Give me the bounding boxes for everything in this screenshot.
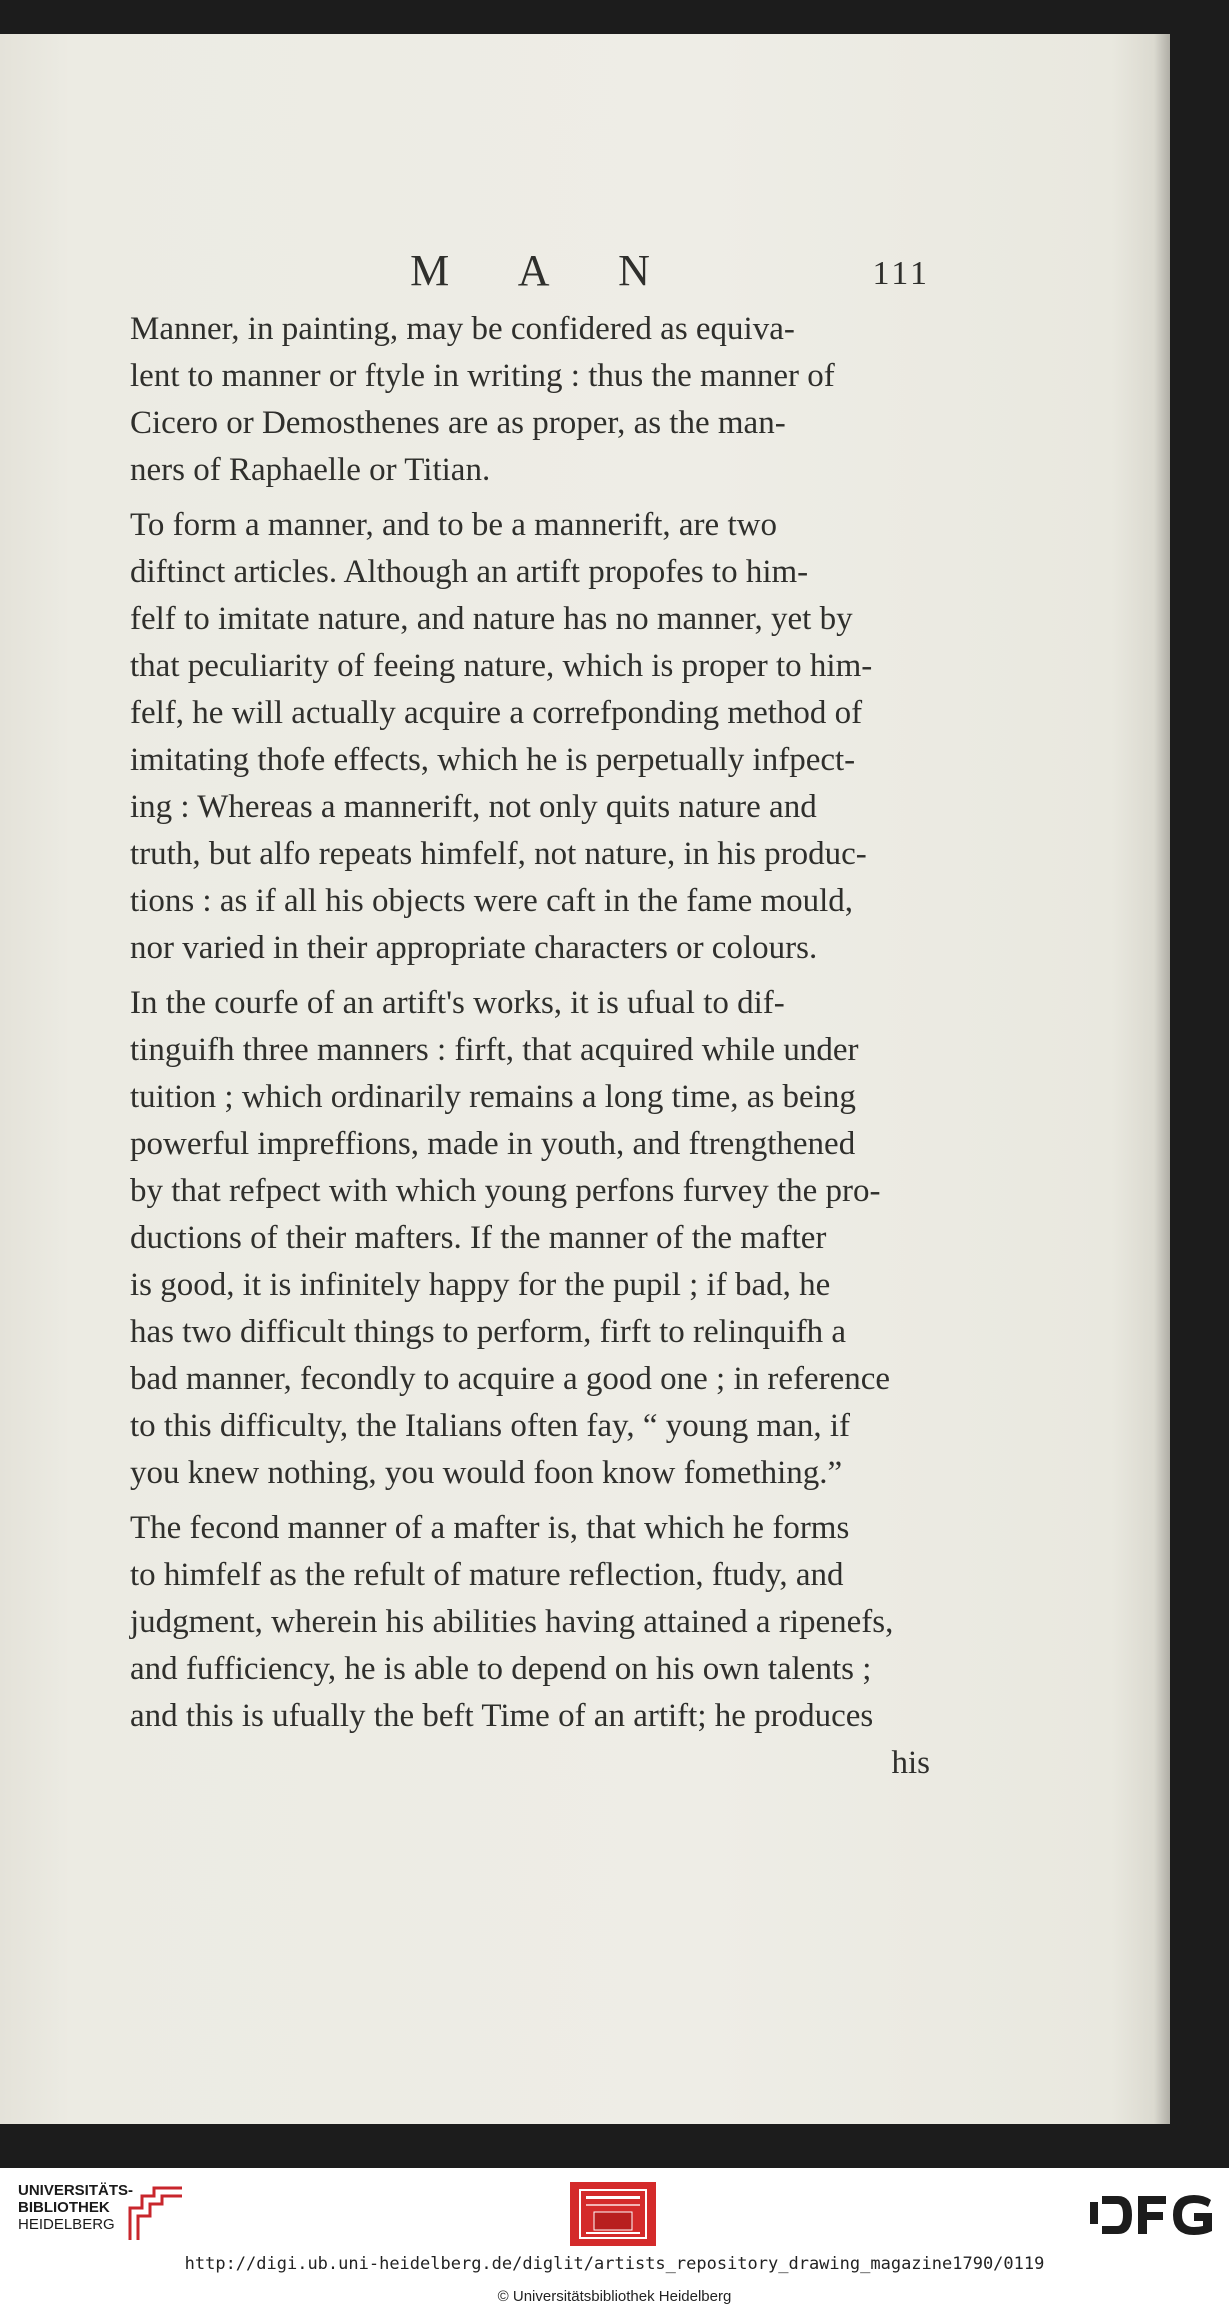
text-line: felf to imitate nature, and nature has no manner, yet by: [130, 601, 853, 637]
text-line: In the courfe of an artift's works, it is ufual to dif-: [130, 985, 785, 1021]
epistemes-mark-icon: [570, 2182, 656, 2246]
library-name: [18, 2182, 133, 2233]
text-line: felf, he will actually acquire a correfponding method of: [130, 695, 863, 731]
text-line: that peculiarity of feeing nature, which is proper to him-: [130, 648, 873, 684]
text-line: Cicero or Demosthenes are as proper, as the man-: [130, 405, 786, 441]
text-line: is good, it is infinitely happy for the pupil ; if bad, he: [130, 1267, 831, 1303]
text-line: and this is ufually the beft Time of an artift; he produces: [130, 1698, 874, 1734]
text-line: you knew nothing, you would foon know fomething.”: [130, 1455, 843, 1491]
text-line: Manner, in painting, may be confidered as equiva-: [130, 311, 795, 347]
paragraph-3: [130, 980, 930, 1497]
library-name-line: UNIVERSITÄTS-: [18, 2182, 134, 2199]
text-line: To form a manner, and to be a mannerift, are two: [130, 507, 777, 543]
page-text: [130, 244, 930, 1795]
text-line: has two difficult things to perform, firft to relinquifh a: [130, 1314, 847, 1350]
text-line: tuition ; which ordinarily remains a long time, as being: [130, 1079, 856, 1115]
book-page: [0, 34, 1170, 2124]
running-head-title: M A N: [410, 246, 680, 295]
text-line: by that refpect with which young perfons furvey the pro-: [130, 1173, 881, 1209]
ub-heidelberg-logo[interactable]: [18, 2182, 188, 2248]
text-line: bad manner, fecondly to acquire a good one ; in reference: [130, 1361, 891, 1397]
text-line: diftinct articles. Although an artift propofes to him-: [130, 554, 809, 590]
copyright-notice: © Universitätsbibliothek Heidelberg: [497, 2288, 732, 2305]
text-line: tinguifh three manners : firft, that acquired while under: [130, 1032, 859, 1068]
text-line: powerful impreffions, made in youth, and ftrengthened: [130, 1126, 856, 1162]
library-name-line: BIBLIOTHEK: [18, 2199, 110, 2216]
text-line: to this difficulty, the Italians often fay, “ young man, if: [130, 1408, 851, 1444]
viewer-footer: [0, 2168, 1229, 2316]
epistemes-logo-icon[interactable]: [570, 2182, 656, 2246]
text-line: nor varied in their appropriate characters or colours.: [130, 930, 818, 966]
text-line: The fecond manner of a mafter is, that which he forms: [130, 1510, 850, 1546]
page-number: 111: [872, 255, 930, 292]
paragraph-4: [130, 1505, 930, 1787]
running-head: [130, 244, 930, 306]
text-line: ners of Raphaelle or Titian.: [130, 452, 491, 488]
page-gutter-shadow: [1154, 34, 1170, 2124]
text-line: and fufficiency, he is able to depend on his own talents ;: [130, 1651, 872, 1687]
paragraph-1: [130, 306, 930, 494]
text-line: judgment, wherein his abilities having attained a ripenefs,: [130, 1604, 894, 1640]
library-name-line: HEIDELBERG: [18, 2216, 115, 2233]
text-line: ductions of their mafters. If the manner of the mafter: [130, 1220, 827, 1256]
permalink-url[interactable]: http://digi.ub.uni-heidelberg.de/diglit/artists_repository_drawing_magazine1790/0119: [184, 2254, 1045, 2274]
text-line: ing : Whereas a mannerift, not only quits nature and: [130, 789, 817, 825]
text-line: truth, but alfo repeats himfelf, not nature, in his produc-: [130, 836, 867, 872]
text-line: imitating thofe effects, which he is perpetually infpect-: [130, 742, 856, 778]
catchword: his: [891, 1745, 930, 1781]
text-line: tions : as if all his objects were caft in the fame mould,: [130, 883, 854, 919]
text-line: lent to manner or ftyle in writing : thus the manner of: [130, 358, 835, 394]
text-line: to himfelf as the refult of mature reflection, ftudy, and: [130, 1557, 844, 1593]
paragraph-2: [130, 502, 930, 972]
dfg-logo-icon[interactable]: [1090, 2190, 1215, 2240]
ub-mark-icon: [124, 2184, 188, 2244]
